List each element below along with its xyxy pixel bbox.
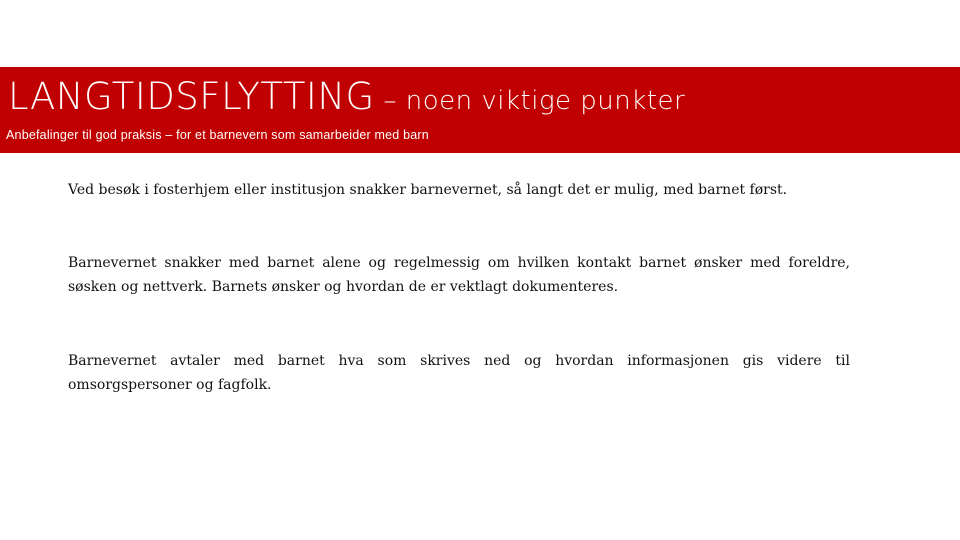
paragraph-1: Ved besøk i fosterhjem eller institusjon snakker barnevernet, så langt det er mulig, med barnet først. bbox=[68, 182, 788, 198]
paragraph-2: Barnevernet snakker med barnet alene og regelmessig om hvilken kontakt barnet ønsker med foreldre, søsken og nettverk. Barnets ønsker og hvordan de er vektlagt dokumenteres. bbox=[68, 255, 850, 295]
page-title bbox=[8, 75, 686, 118]
title-banner bbox=[0, 67, 960, 153]
title-suffix: – noen viktige punkter bbox=[374, 86, 686, 116]
title-main: LANGTIDSFLYTTING bbox=[8, 75, 375, 118]
paragraph-3: Barnevernet avtaler med barnet hva som skrives ned og hvordan informasjonen gis videre til omsorgspersoner og fagfolk. bbox=[68, 353, 850, 393]
page-subtitle: Anbefalinger til god praksis – for et barnevern som samarbeider med barn bbox=[6, 128, 429, 142]
